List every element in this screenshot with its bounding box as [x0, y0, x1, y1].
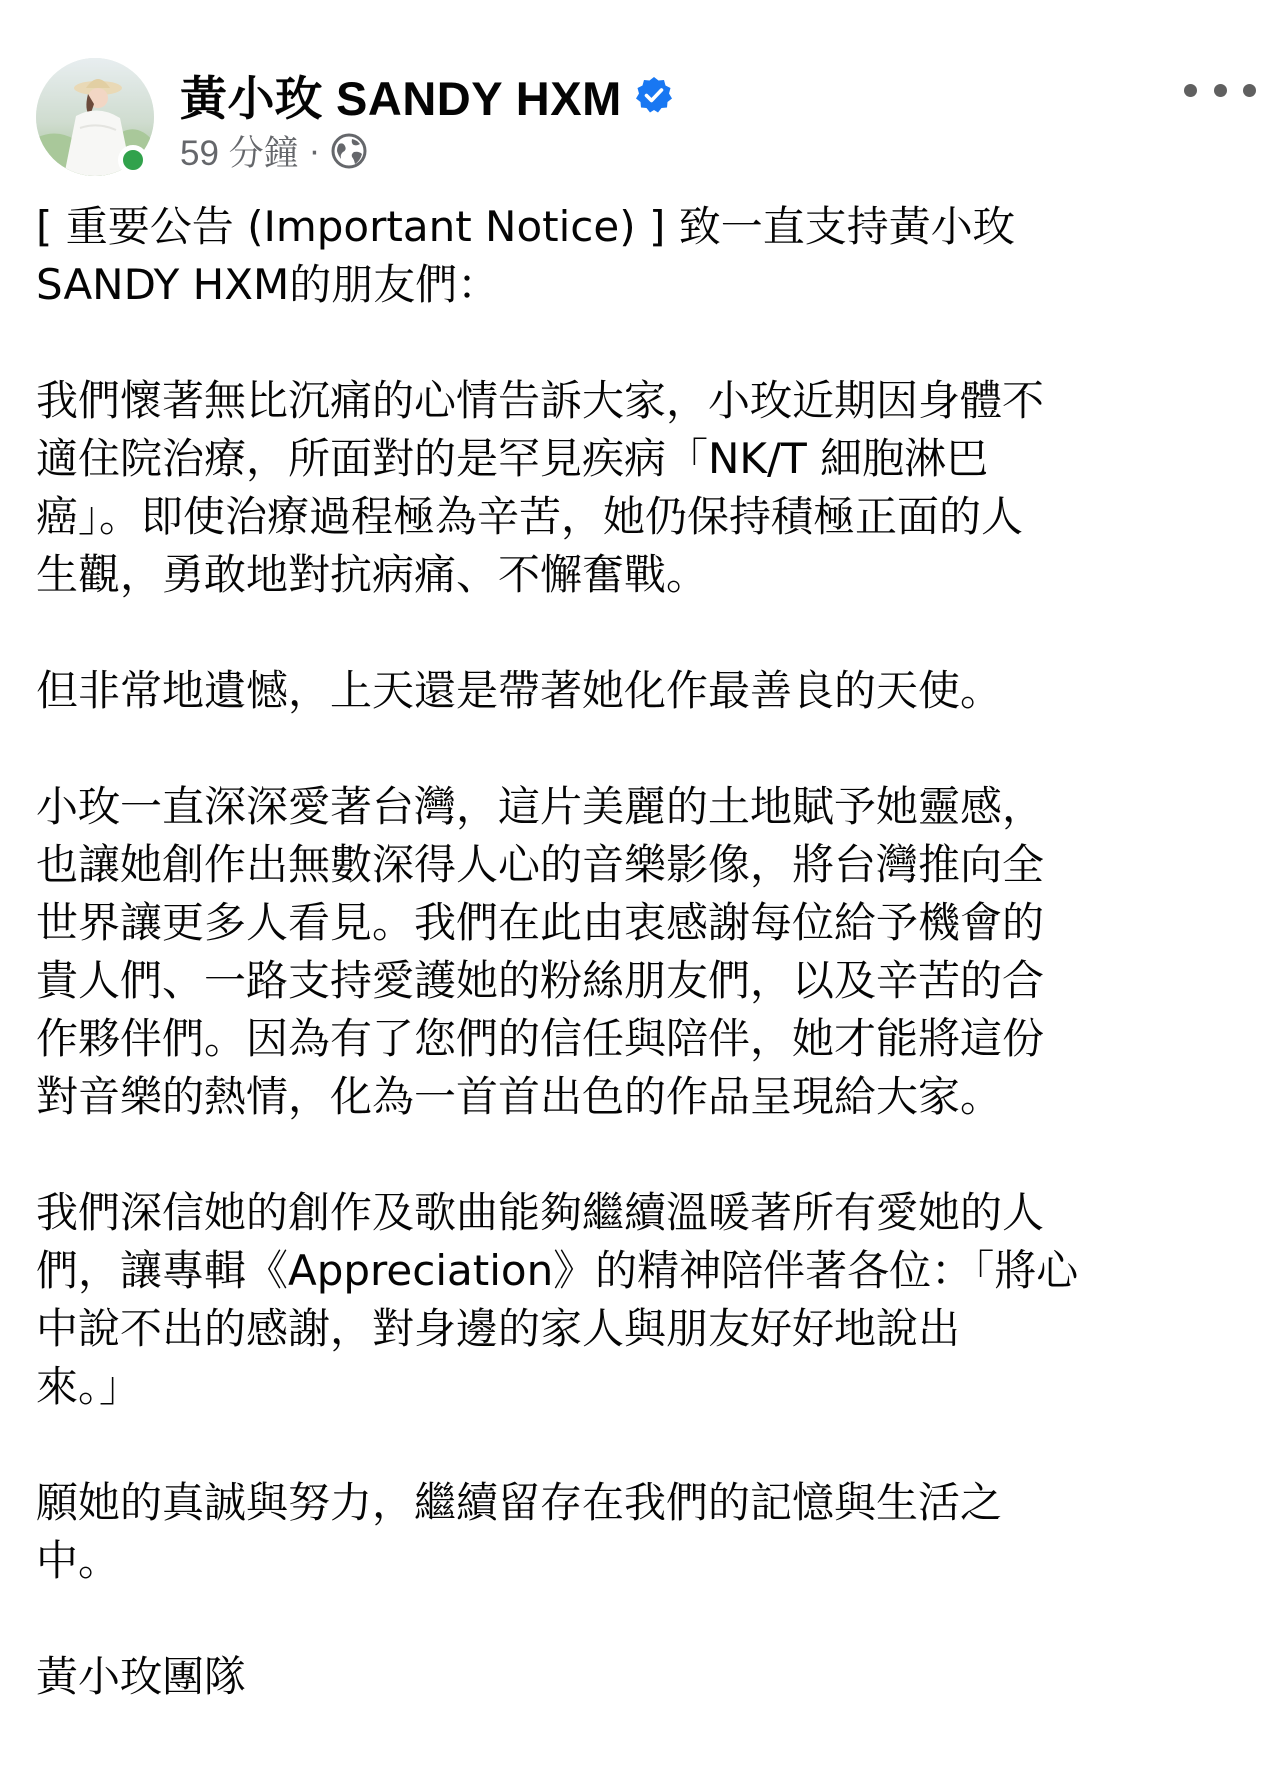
author-name[interactable]: 黃小玫 SANDY HXM: [180, 71, 622, 125]
globe-icon[interactable]: [330, 132, 368, 170]
post-meta: [180, 128, 368, 174]
post-paragraph: 小玫一直深深愛著台灣，這片美麗的土地賦予她靈感， 也讓她創作出無數深得人心的音樂影像，將台灣推向全 世界讓更多人看見。我們在此由衷感謝每位給予機會的 貴人們、一路支持愛護她的粉絲朋友們，以及辛苦的合 作夥伴們。因為有了您們的信任與陪伴，她才能將這份 對音樂的熱情，化為一首首出色的作品呈現給大家。: [36, 782, 1045, 1121]
more-options-icon-dot: [1243, 84, 1256, 97]
post-paragraph: 我們深信她的創作及歌曲能夠繼續溫暖著所有愛她的人 們，讓專輯《Appreciation》的精神陪伴著各位：「將心 中說不出的感謝，對身邊的家人與朋友好好地說出 來。」: [36, 1188, 1079, 1411]
author-name-row: [180, 60, 674, 130]
online-status-indicator: [118, 145, 148, 175]
more-options-icon: [1184, 84, 1197, 97]
post-paragraph: 願她的真誠與努力，繼續留存在我們的記憶與生活之 中。: [36, 1478, 1003, 1585]
post-signature: 黃小玫團隊: [36, 1652, 247, 1701]
more-options-icon-dot: [1214, 84, 1227, 97]
post-paragraph: [ 重要公告 (Important Notice) ] 致一直支持黃小玫 SANDY HXM的朋友們：: [36, 202, 1015, 309]
post-paragraph: 但非常地遺憾，上天還是帶著她化作最善良的天使。: [36, 666, 1003, 715]
more-options-button[interactable]: [1184, 68, 1256, 112]
post-timestamp[interactable]: 59 分鐘: [180, 134, 299, 173]
post-header: [0, 0, 1280, 190]
verified-badge-icon: [634, 75, 674, 115]
post-text: [36, 198, 1246, 1706]
post-paragraph: 我們懷著無比沉痛的心情告訴大家，小玫近期因身體不 適住院治療，所面對的是罕見疾病「NK/T 細胞淋巴 癌」。即使治療過程極為辛苦，她仍保持積極正面的人 生觀，勇敢地對抗病痛、不懈奮戰。: [36, 376, 1045, 599]
meta-separator: ·: [308, 131, 321, 170]
